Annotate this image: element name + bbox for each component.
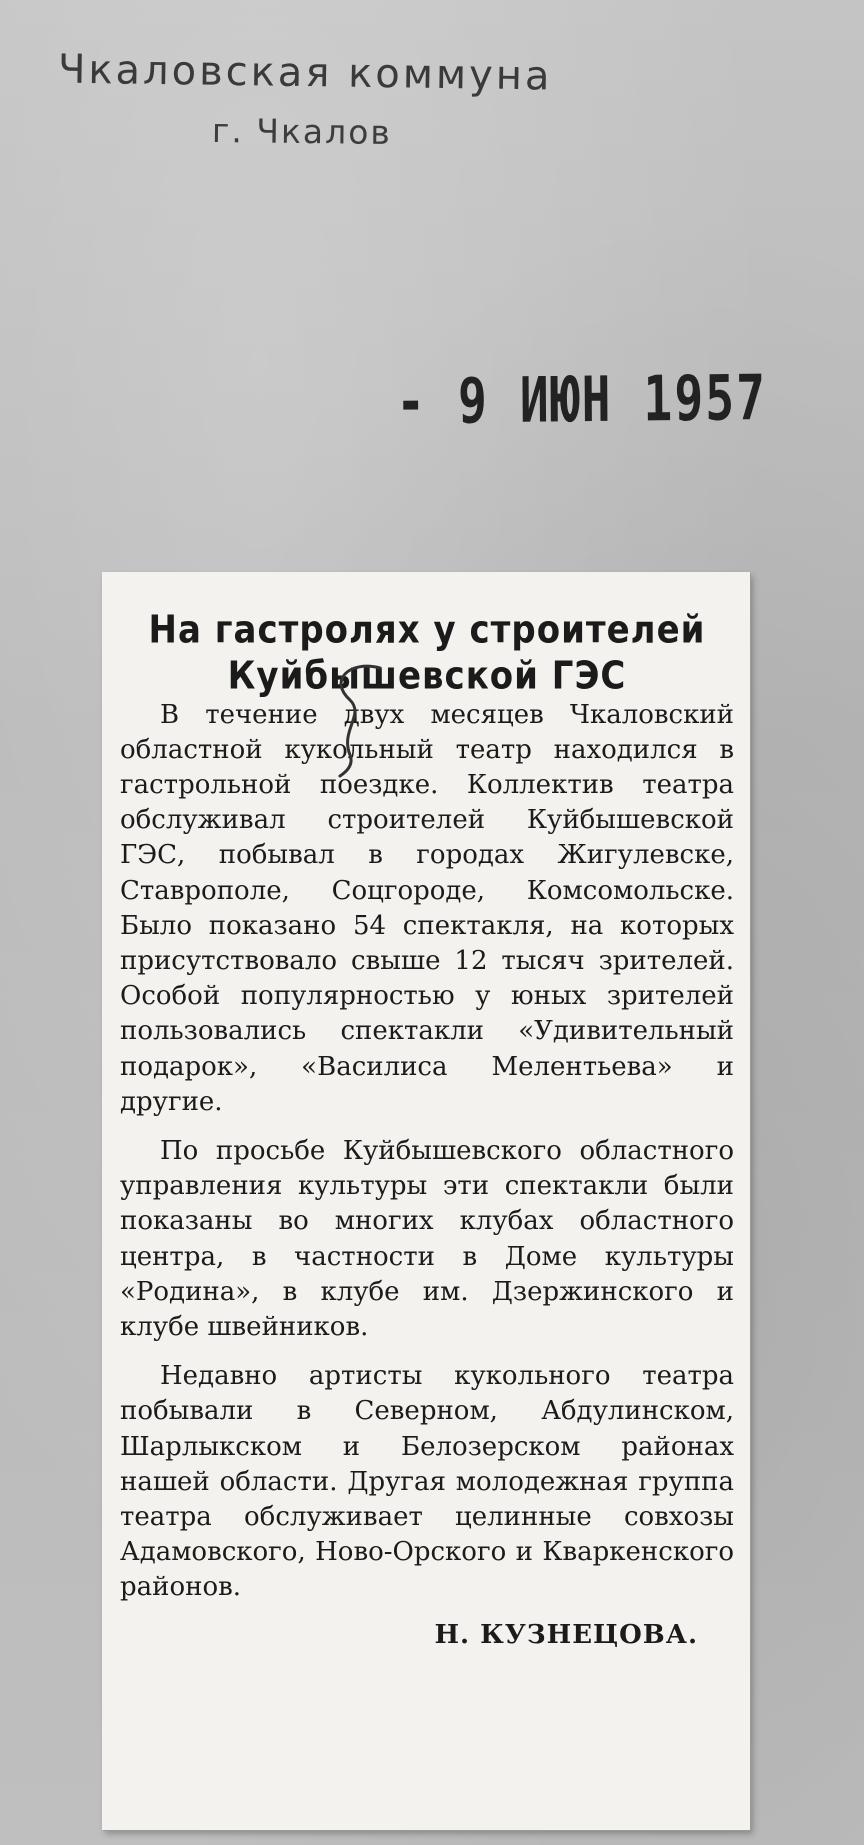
article-headline xyxy=(120,608,734,699)
pencil-mark xyxy=(320,660,390,780)
headline-line-2: Куйбышевской ГЭС xyxy=(227,653,627,699)
headline-line-1: На гастролях у строителей xyxy=(148,608,706,653)
newspaper-clipping xyxy=(102,572,750,1830)
article-paragraph-1: В течение двух месяцев Чкаловский областной кукольный театр находился в гастрольной поездке. Коллектив театра обслуживал строителей Куйбышевской ГЭС, побывал в городах Жигулевске, Ставрополе, Соцгороде, Комсомольске. Было показано 54 спектакля, на которых присутствовало свыше 12 тысяч зрителей. Особой популярностью у юных зрителей пользовались спектакли «Удивительный подарок», «Василиса Мелентьева» и другие. xyxy=(120,699,734,1117)
article-paragraph-3: Недавно артисты кукольного театра побывали в Северном, Абдулинском, Шарлыкском и Белозерском районах нашей области. Другая молодежная группа театра обслуживает целинные совхозы Адамовского, Ново-Орского и Кваркенского районов. xyxy=(120,1361,734,1603)
city-stamp: г. Чкалов xyxy=(211,111,393,152)
newspaper-name-stamp: Чкаловская коммуна xyxy=(57,46,553,100)
date-stamp: - 9 ИЮН 1957 xyxy=(396,361,768,439)
article-author: Н. КУЗНЕЦОВА. xyxy=(434,1619,698,1650)
article-paragraph-2: По просьбе Куйбышевского областного управления культуры эти спектакли были показаны во многих клубах областного центра, в частности в Доме культуры «Родина», в клубе им. Дзержинского и клубе швейников. xyxy=(120,1136,734,1343)
